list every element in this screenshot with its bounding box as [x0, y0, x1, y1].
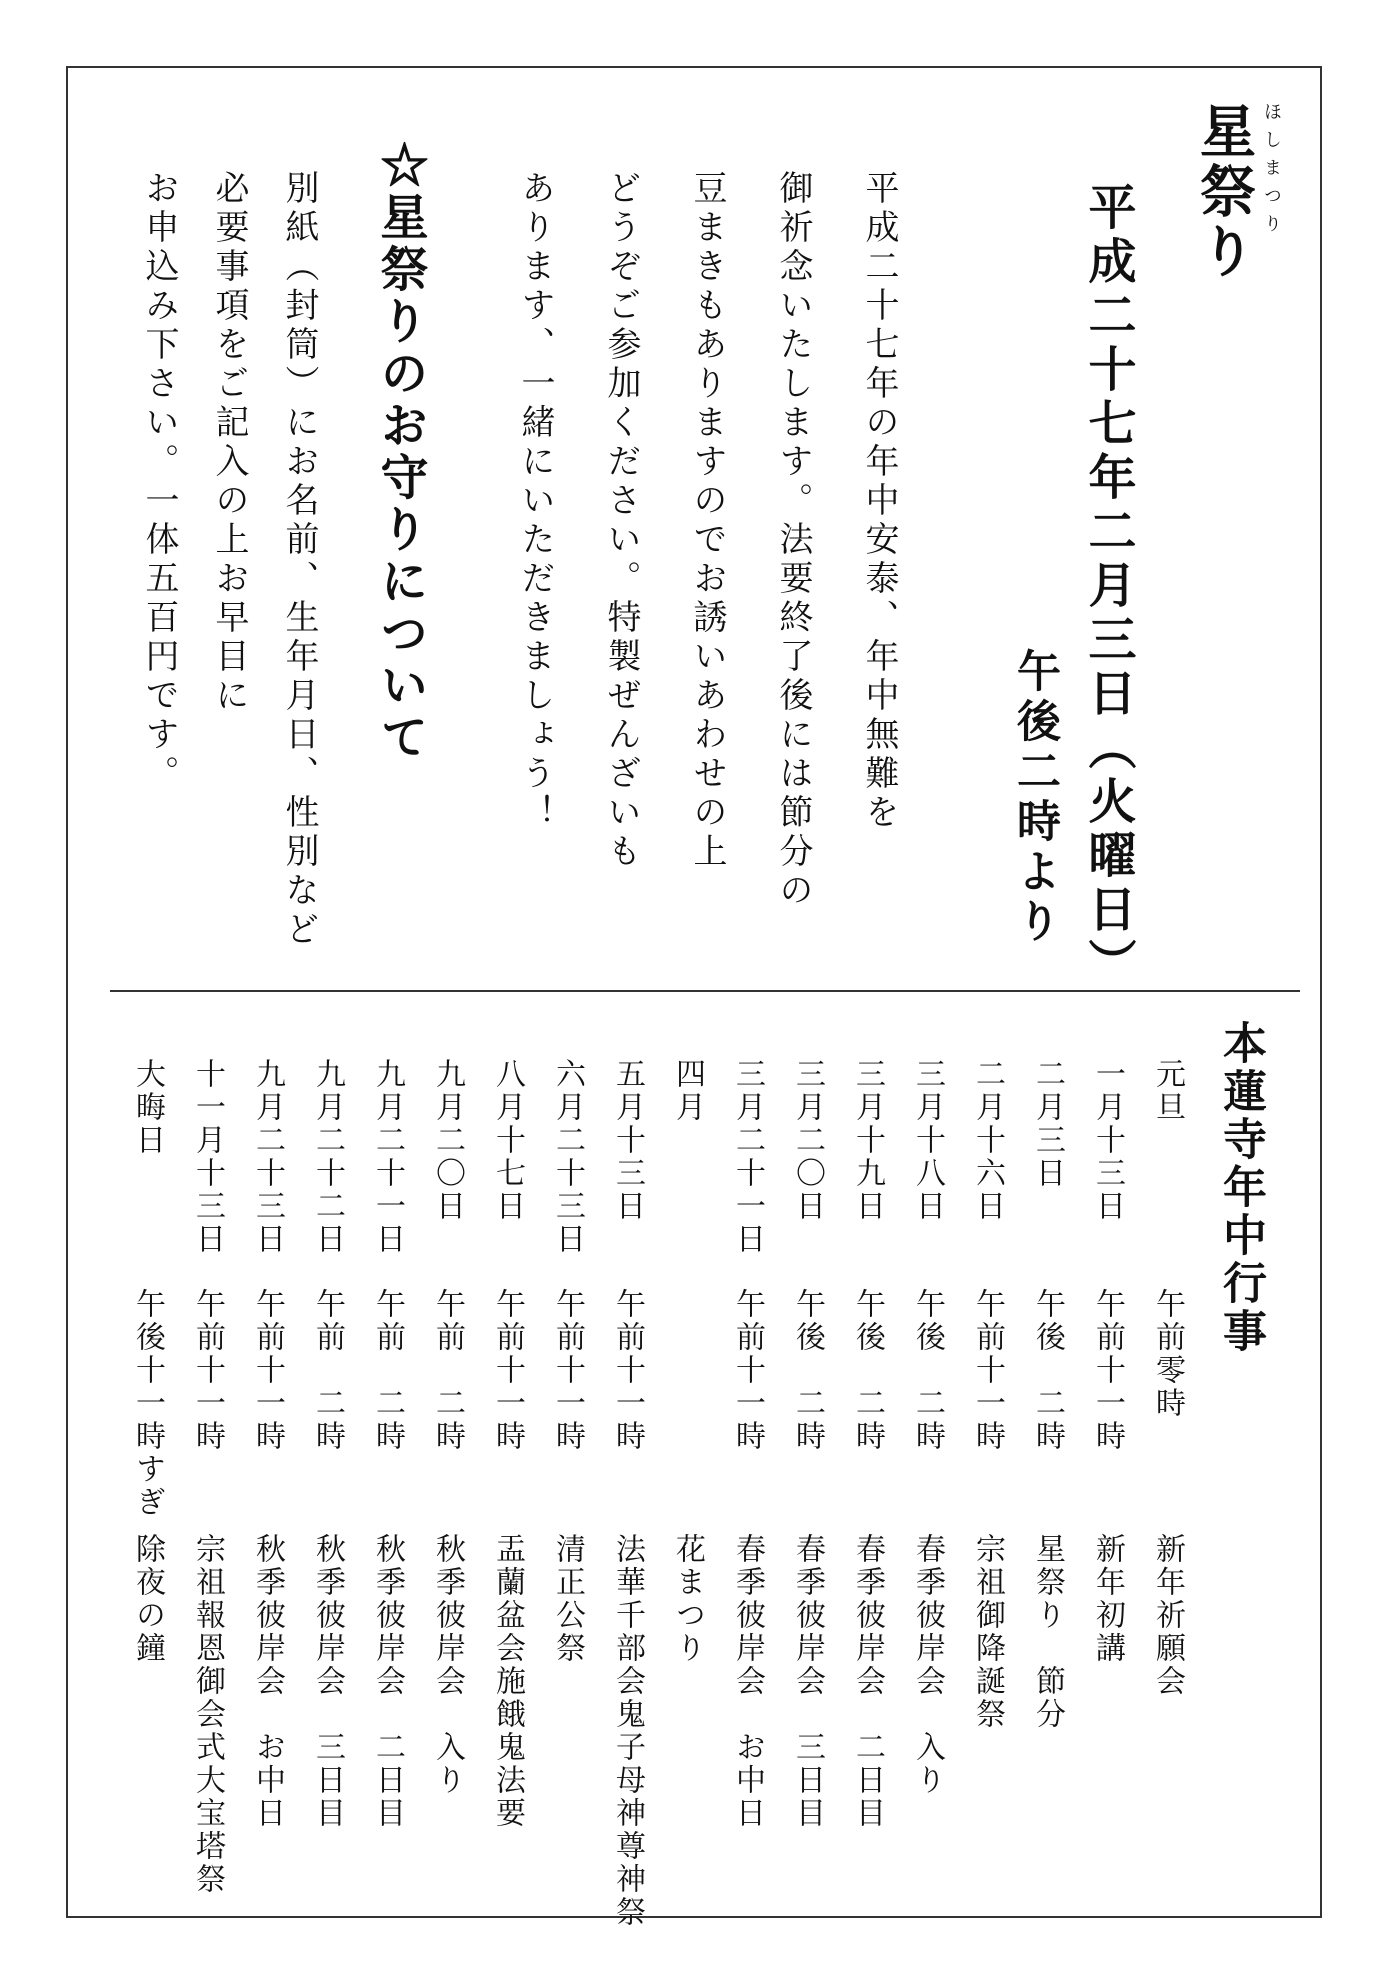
schedule-row — [132, 1058, 172, 1898]
body-line: どうぞご参加ください。特製ぜんざいも — [601, 170, 641, 872]
row-date: 三月二十一日 — [730, 1058, 765, 1256]
schedule-row — [672, 1058, 712, 1898]
event-time: 午後二時より — [1009, 648, 1060, 948]
schedule-row — [312, 1058, 352, 1898]
title-ruby: ほしまつり — [1261, 102, 1282, 242]
schedule-row — [912, 1058, 952, 1898]
row-event: 宗祖報恩御会式大宝塔祭 — [190, 1533, 225, 1896]
row-event: 春季彼岸会 お中日 — [730, 1533, 765, 1830]
row-date: 九月二十一日 — [370, 1058, 405, 1256]
omamori-title: ☆星祭りのお守りについて — [372, 140, 428, 764]
row-time: 午前零時 — [1150, 1288, 1185, 1420]
body-line: 平成二十七年の年中安泰、年中無難を — [859, 170, 899, 833]
row-date: 九月二十三日 — [250, 1058, 285, 1256]
row-time: 午前十一時 — [730, 1288, 765, 1453]
row-time: 午前十一時 — [550, 1288, 585, 1453]
event-date: 平成二十七年二月三日（火曜日） — [1080, 182, 1136, 992]
omamori-line: お申込み下さい。一体五百円です。 — [139, 170, 179, 794]
schedule-row — [372, 1058, 412, 1898]
row-time: 午前十一時 — [250, 1288, 285, 1453]
row-date: 四月 — [670, 1058, 705, 1124]
body-line: 豆まきもありますのでお誘いあわせの上 — [687, 170, 727, 872]
row-event: 春季彼岸会 三日目 — [790, 1533, 825, 1830]
row-date: 九月二〇日 — [430, 1058, 465, 1223]
row-time: 午前十一時 — [1090, 1288, 1125, 1453]
row-event: 法華千部会鬼子母神尊神祭 — [610, 1533, 645, 1929]
schedule-row — [252, 1058, 292, 1898]
row-event: 新年初講 — [1090, 1533, 1125, 1665]
schedule-row — [1152, 1058, 1192, 1898]
row-time: 午前 二時 — [370, 1288, 405, 1453]
schedule-row — [1092, 1058, 1132, 1898]
row-event: 清正公祭 — [550, 1533, 585, 1665]
row-time: 午前 二時 — [310, 1288, 345, 1453]
row-time: 午後 二時 — [1030, 1288, 1065, 1453]
row-time: 午後十一時すぎ — [130, 1288, 165, 1519]
row-date: 三月十八日 — [910, 1058, 945, 1223]
section-divider — [110, 990, 1300, 992]
schedule-row — [432, 1058, 472, 1898]
row-time: 午前十一時 — [610, 1288, 645, 1453]
row-date: 大晦日 — [130, 1058, 165, 1157]
row-date: 元旦 — [1150, 1058, 1185, 1124]
row-event: 春季彼岸会 二日目 — [850, 1533, 885, 1830]
schedule-title: 本蓮寺年中行事 — [1215, 1020, 1266, 1356]
body-line: あります、一緒にいただきましょう！ — [515, 170, 555, 833]
row-date: 一月十三日 — [1090, 1058, 1125, 1223]
row-date: 六月二十三日 — [550, 1058, 585, 1256]
schedule-row — [492, 1058, 532, 1898]
schedule-row — [972, 1058, 1012, 1898]
schedule-row — [552, 1058, 592, 1898]
row-event: 秋季彼岸会 入り — [430, 1533, 465, 1797]
schedule-row — [732, 1058, 772, 1898]
page-title: 星祭り — [1191, 102, 1257, 282]
schedule-row — [792, 1058, 832, 1898]
row-date: 十一月十三日 — [190, 1058, 225, 1256]
row-time: 午後 二時 — [790, 1288, 825, 1453]
row-event: 花まつり — [670, 1533, 705, 1665]
row-event: 新年祈願会 — [1150, 1533, 1185, 1698]
row-event: 盂蘭盆会施餓鬼法要 — [490, 1533, 525, 1830]
row-event: 秋季彼岸会 三日目 — [310, 1533, 345, 1830]
row-event: 春季彼岸会 入り — [910, 1533, 945, 1797]
row-event: 秋季彼岸会 二日目 — [370, 1533, 405, 1830]
row-time: 午前十一時 — [190, 1288, 225, 1453]
row-date: 三月十九日 — [850, 1058, 885, 1223]
row-date: 九月二十二日 — [310, 1058, 345, 1256]
row-time: 午後 二時 — [850, 1288, 885, 1453]
row-time: 午後 二時 — [910, 1288, 945, 1453]
schedule-row — [852, 1058, 892, 1898]
omamori-line: 必要事項をご記入の上お早目に — [209, 170, 249, 716]
row-date: 三月二〇日 — [790, 1058, 825, 1223]
row-time: 午前 二時 — [430, 1288, 465, 1453]
row-date: 五月十三日 — [610, 1058, 645, 1223]
row-event: 宗祖御降誕祭 — [970, 1533, 1005, 1731]
row-date: 八月十七日 — [490, 1058, 525, 1223]
schedule-row — [610, 1058, 652, 1929]
row-time: 午前十一時 — [490, 1288, 525, 1453]
omamori-line: 別紙（封筒）にお名前、生年月日、性別など — [279, 170, 319, 950]
schedule-row — [192, 1058, 232, 1898]
schedule-row — [1032, 1058, 1072, 1898]
row-time: 午前十一時 — [970, 1288, 1005, 1453]
body-line: 御祈念いたします。法要終了後には節分の — [773, 170, 813, 911]
row-event: 星祭り 節分 — [1030, 1533, 1065, 1731]
row-event: 除夜の鐘 — [130, 1533, 165, 1665]
row-event: 秋季彼岸会 お中日 — [250, 1533, 285, 1830]
row-date: 二月十六日 — [970, 1058, 1005, 1223]
row-date: 二月三日 — [1030, 1058, 1065, 1190]
